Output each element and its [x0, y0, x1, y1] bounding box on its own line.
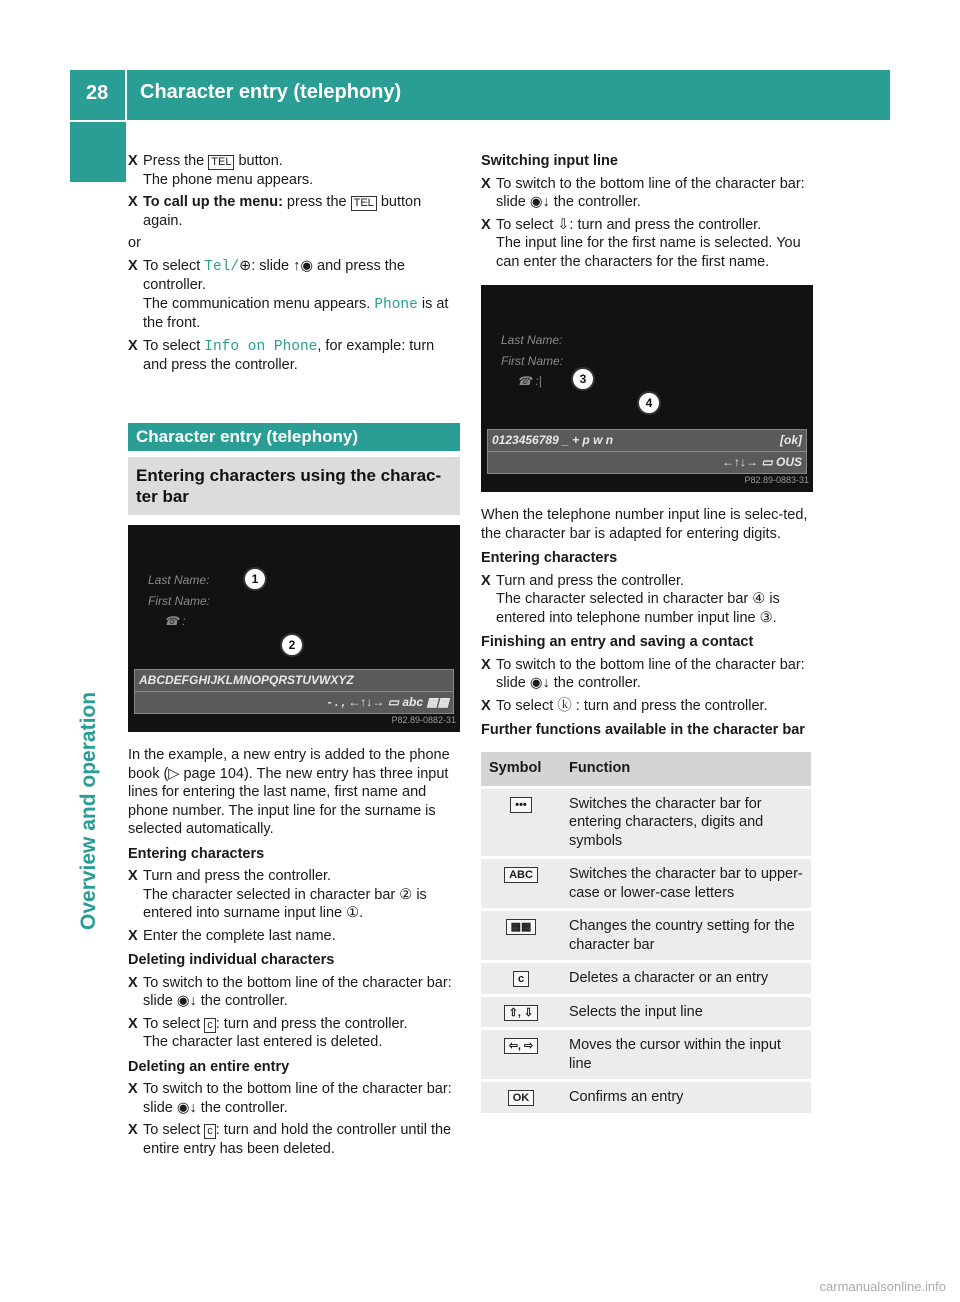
digit-paragraph: When the telephone number input line is selec-ted, the character bar is adapted for entering digits.: [481, 507, 808, 542]
table-row: OK Confirms an entry: [481, 1081, 811, 1113]
table-row: ▩▩ Changes the country setting for the character bar: [481, 910, 811, 962]
step-select-info: X To select Info on Phone, for example: turn and press the controller.: [128, 337, 460, 375]
more-icon: •••: [510, 797, 532, 813]
step-switch-bottom-3: X To switch to the bottom line of the character bar: slide ◉↓ the controller.: [481, 175, 813, 212]
entering-heading-2: Entering characters: [481, 550, 618, 566]
left-right-arrow-icon: ⇦, ⇨: [504, 1038, 539, 1054]
screenshot-character-bar: [128, 525, 460, 732]
table-row: ••• Switches the character bar for entering characters, digits and symbols: [481, 787, 811, 858]
globe-icon: ⊕: [239, 257, 252, 274]
header-divider: [125, 70, 127, 120]
page-title: Character entry (telephony): [140, 81, 402, 103]
delete-key-icon: c: [204, 1124, 216, 1139]
ok-icon: OK: [508, 1090, 535, 1106]
last-name-label: Last Name:: [501, 333, 563, 347]
step-enter-name: X Enter the complete last name.: [128, 927, 460, 946]
up-down-arrow-icon: ⇧, ⇩: [504, 1005, 539, 1021]
table-row: ABC Switches the character bar to upper-case or lower-case letters: [481, 858, 811, 910]
digit-bar: 0123456789 _ + p w n [ok]: [487, 429, 807, 452]
page-number: 28: [86, 82, 109, 104]
functions-table: [481, 752, 811, 1113]
character-bar-bottom: - . , ←↑↓→ ▭ abc ▩▩: [134, 691, 454, 714]
step-press-tel: X Press the TEL button. The phone menu appears.: [128, 152, 460, 189]
tel-key-icon: TEL: [208, 155, 234, 170]
delete-key-icon: c: [204, 1018, 216, 1033]
intro-paragraph: In the example, a new entry is added to the phone book (▷ page 104). The new entry has three input lines for entering the last name, first name and phone number. The input line for the surname is selected automatically.: [128, 747, 450, 837]
delete-entry-heading: Deleting an entire entry: [128, 1058, 290, 1075]
first-name-label: First Name:: [501, 354, 564, 368]
step-call-menu: X To call up the menu: press the TEL button again.: [128, 193, 460, 230]
right-column: [481, 152, 813, 1113]
section-heading: Character entry (telephony): [128, 423, 460, 452]
step-turn-press-2: X Turn and press the controller. The character selected in character bar ④ is entered into telephone number input line ③.: [481, 572, 813, 628]
page-header: [70, 70, 890, 120]
entering-heading: Entering characters: [128, 845, 265, 862]
footer-watermark: carmanualsonline.info: [819, 1278, 946, 1294]
phone-label: ☎ :|: [517, 374, 542, 388]
last-name-label: Last Name:: [148, 573, 210, 587]
or-text: or: [128, 235, 141, 251]
callout-2: 2: [280, 633, 304, 657]
callout-1: 1: [243, 567, 267, 591]
sidebar-chapter-title: Overview and operation: [77, 691, 100, 930]
table-row: ⇦, ⇨ Moves the cursor within the input line: [481, 1029, 811, 1081]
delete-char-heading: Deleting individual characters: [128, 952, 335, 968]
callout-4: 4: [637, 391, 661, 415]
first-name-label: First Name:: [148, 594, 211, 608]
table-row: ⇧, ⇩ Selects the input line: [481, 995, 811, 1029]
col-function-header: Function: [561, 752, 811, 788]
step-select-down: X To select ⇩: turn and press the controller. The input line for the first name is selected. You can enter the characters for the first name.: [481, 216, 813, 272]
sub-heading: Entering characters using the charac-ter bar: [128, 457, 460, 515]
digit-bar-bottom: ←↑↓→ ▭ OUS: [487, 451, 807, 474]
character-bar: ABCDEFGHIJKLMNOPQRSTUVWXYZ: [134, 669, 454, 692]
sidebar-block: [70, 122, 126, 182]
switching-heading: Switching input line: [481, 153, 618, 169]
col-symbol-header: Symbol: [481, 752, 561, 788]
step-switch-bottom-2: X To switch to the bottom line of the character bar: slide ◉↓ the controller.: [128, 1080, 460, 1117]
table-row: c Deletes a character or an entry: [481, 962, 811, 996]
step-switch-bottom: X To switch to the bottom line of the character bar: slide ◉↓ the controller.: [128, 974, 460, 1011]
tel-key-icon: TEL: [351, 196, 377, 211]
image-ref: P82.89-0883-31: [744, 474, 809, 485]
step-hold-c: X To select c : turn and hold the controller until the entire entry has been deleted.: [128, 1121, 460, 1158]
further-functions-heading: Further functions available in the character bar: [481, 722, 805, 738]
step-select-c: X To select c : turn and press the controller. The character last entered is deleted.: [128, 1015, 460, 1052]
callout-3: 3: [571, 367, 595, 391]
finishing-heading: Finishing an entry and saving a contact: [481, 634, 754, 650]
step-switch-bottom-4: X To switch to the bottom line of the character bar: slide ◉↓ the controller.: [481, 656, 813, 693]
left-column: [128, 152, 460, 1162]
abc-icon: ABC: [504, 867, 538, 883]
screenshot-digit-bar: [481, 285, 813, 492]
phone-label: ☎ :: [164, 614, 186, 628]
country-icon: ▩▩: [506, 919, 537, 935]
image-ref: P82.89-0882-31: [391, 714, 456, 725]
step-select-tel: X To select Tel/⊕: slide ↑◉ and press the controller. The communication menu appears. Phone is at the front.: [128, 257, 460, 333]
step-turn-press: X Turn and press the controller. The character selected in character bar ② is entered into surname input line ①.: [128, 867, 460, 923]
step-select-ok: X To select ⓚ : turn and press the controller.: [481, 697, 813, 716]
delete-icon: c: [513, 971, 529, 987]
